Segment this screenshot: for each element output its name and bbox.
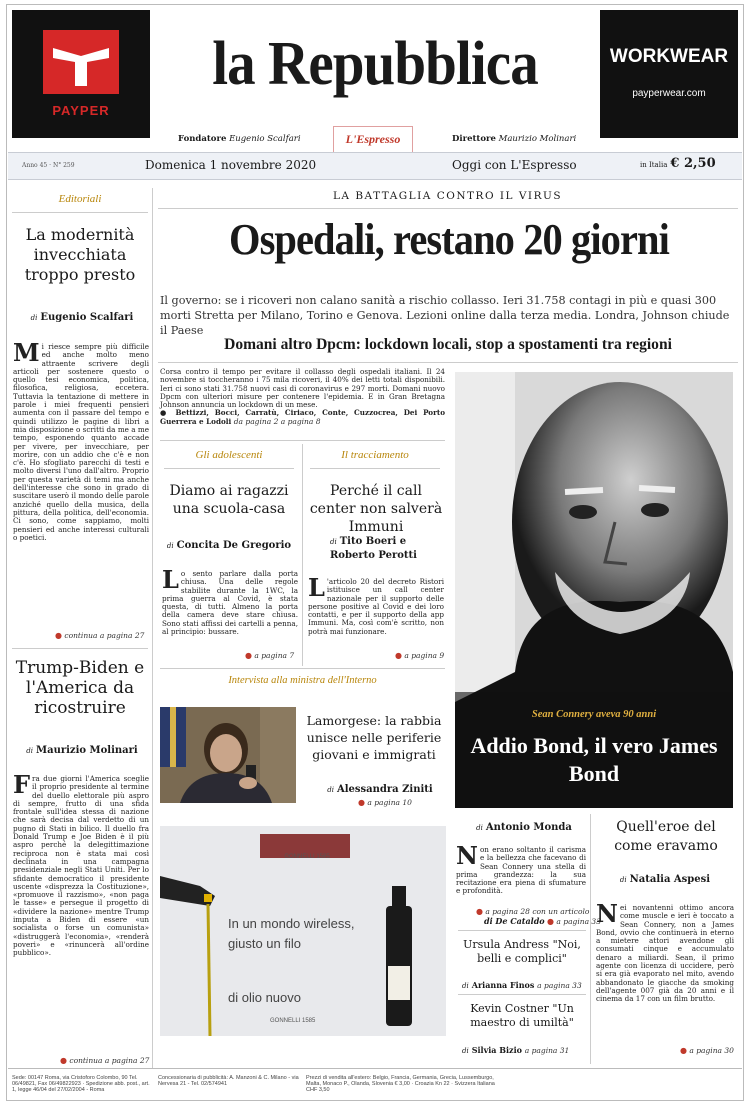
column-divider: [590, 814, 591, 1064]
col1-author: Concita De Gregorio: [176, 540, 292, 551]
dropcap: M: [13, 343, 40, 367]
ad-line-2: giusto un filo: [228, 936, 301, 951]
monda-body: [456, 846, 586, 904]
continue-text: a pagina 9: [404, 651, 445, 660]
continue-text: a pagina 33: [556, 917, 601, 926]
by-label: di: [462, 1047, 469, 1055]
editorial-1-body: [13, 343, 149, 625]
rule: [12, 212, 148, 213]
dropcap: N: [456, 846, 478, 870]
by-label: di: [26, 747, 34, 755]
newspaper-title: la Repubblica: [212, 30, 538, 98]
editorial-1-continue[interactable]: ● continua a pagina 27: [55, 630, 145, 640]
main-article-body: Corsa contro il tempo per evitare il collasso degli ospedali italiani. Il 24 novembre si toccheranno i 75 mila ricoveri, il 40% dei letti totali disponibili. Ieri ci sono stati 31.758 nuovi casi di coronavirus e 297 morti. Domani nuovo Dpcm con ulteriori misure per contenere l'epidemia. E in Gran Bretagna Johnson annuncia un lockdown di un mese.: [160, 367, 445, 410]
col2-byline: [330, 535, 420, 563]
col1-title[interactable]: Diamo ai ragazzi una scuola-casa: [169, 483, 289, 517]
issue-number: Anno 45 · N° 259: [22, 162, 75, 169]
authors: Bettizzi, Bocci, Carratù, Ciriaco, Conte, Cuzzocrea, Dei Porto Guerrera e Lodoli: [160, 408, 445, 426]
decataldo-credit: di De Cataldo: [484, 916, 545, 926]
page-footer: [8, 1068, 742, 1100]
aspesi-continue[interactable]: ● a pagina 30: [680, 1045, 734, 1055]
footer-col-2: Concessionaria di pubblicità: A. Manzoni & C. Milano - via Nervesa 21 - Tel. 02/574941: [158, 1075, 299, 1087]
rule: [160, 440, 445, 441]
lamorgese-photo-image: [160, 707, 296, 803]
aspesi-author: Natalia Aspesi: [629, 874, 711, 885]
olive-oil-ad[interactable]: [160, 826, 446, 1036]
price: [640, 156, 716, 171]
andress-byline: [462, 980, 586, 990]
interview-continue[interactable]: ● a pagina 10: [358, 797, 412, 807]
rule: [164, 468, 294, 469]
monda-author: Antonio Monda: [485, 822, 572, 833]
editorial-1-byline: [22, 312, 142, 323]
rule: [310, 468, 440, 469]
continue-text: a pagina 28 con un articolo: [485, 907, 590, 916]
dateline-bar: [8, 152, 742, 180]
by-label: di: [619, 876, 627, 884]
interview-byline: [320, 784, 440, 795]
by-label: di: [476, 824, 483, 832]
photo-kicker: Sean Connery aveva 90 anni: [531, 709, 657, 720]
andress-title[interactable]: Ursula Andress "Noi, belli e complici": [463, 938, 581, 965]
workwear-title: WORKWEAR: [609, 46, 729, 67]
monda-byline: [462, 822, 586, 833]
main-headline[interactable]: Ospedali, restano 20 giorni: [229, 215, 669, 264]
headline-kicker: LA BATTAGLIA CONTRO IL VIRUS: [332, 190, 563, 202]
interview-title[interactable]: Lamorgese: la rabbia unisce nelle periferie giovani e immigrati: [306, 713, 442, 762]
col2-body: [308, 578, 444, 648]
dropcap: L: [308, 578, 325, 602]
main-article-continue[interactable]: da pagina 2 a pagina 8: [233, 416, 321, 426]
decataldo-continue[interactable]: di De Cataldo ● a pagina 33: [484, 916, 601, 926]
photo-title[interactable]: Addio Bond, il vero James Bond: [470, 733, 718, 786]
editorial-2-author: Maurizio Molinari: [36, 745, 138, 756]
editorial-2-continue[interactable]: ● continua a pagina 27: [60, 1055, 150, 1065]
main-summary: Il governo: se i ricoveri non calano sanità a rischio collasso. Ieri 31.758 contagi in più e quasi 300 morti Stretta per Milano, Torino e Genova. Lezioni online dalla terza media. Londra, Johnson chiude il Paese: [160, 294, 730, 337]
workwear-ad[interactable]: [600, 10, 738, 138]
payper-brand: PAYPER: [52, 103, 110, 118]
by-label: di: [30, 314, 38, 322]
col1-body: [162, 570, 298, 648]
costner-author: Silvia Bizio: [471, 1045, 522, 1055]
director-credit: [452, 134, 576, 144]
dropcap: F: [13, 775, 31, 799]
left-column-divider: [152, 188, 153, 1068]
editorial-1-author: Eugenio Scalfari: [40, 312, 134, 323]
aspesi-title[interactable]: Quell'eroe del come eravamo: [614, 819, 718, 854]
workwear-url: payperwear.com: [632, 88, 706, 99]
col2-title[interactable]: Perché il call center non salverà Immuni: [309, 483, 443, 535]
col2-continue[interactable]: ● a pagina 9: [395, 650, 445, 660]
col1-byline: [164, 540, 294, 551]
founder-label: Fondatore: [178, 134, 227, 144]
lamorgese-photo[interactable]: [160, 707, 296, 803]
price-label: in Italia: [640, 161, 668, 169]
director-name: Maurizio Molinari: [498, 134, 577, 144]
main-article-authors: ● Bettizzi, Bocci, Carratù, Ciriaco, Conte, Cuzzocrea, Dei Porto Guerrera e Lodoli da pagina 2 a pagina 8: [160, 408, 445, 426]
ad-line-3: di olio nuovo: [228, 990, 301, 1005]
col1-continue[interactable]: ● a pagina 7: [245, 650, 295, 660]
founder-name: Eugenio Scalfari: [229, 134, 301, 144]
editorial-1-text: i riesce sempre più difficile ed anche molto meno attraente scrivere degli articoli per sostenere questo o quello tesi economica, politica, filosofica, religiosa, eccetera. Tuttavia la tentazione di mettere in parole i miei frequenti pensieri aumenta con il passare del tempo e quindi utilizzo le pagine di libri a mia disposizione o scritti da me a me tempo, esponendo quanto accade per vivere, per invecchiare, per morire, con un addio che c'è e non c'è. Ho sfogliato parecchi di testi e molto diversi l'uno dall'altro. Proprio per questa varietà di temi ma anche dell'interesse che sono in grado di suscitare userò il mondo delle parole anziché quello della musica, della pittura, della politica, dell'economia. Ci sono, come sappiamo, molti pensieri ed anche interessi culturali o poetici.: [13, 343, 149, 542]
payper-ad[interactable]: [12, 10, 150, 138]
column-divider: [302, 444, 303, 666]
col2-author: Tito Boeri e Roberto Perotti: [330, 536, 417, 561]
ad-brand: GONNELLI 1585: [284, 854, 330, 860]
rule: [12, 648, 148, 649]
price-value: € 2,50: [670, 156, 716, 171]
aspesi-body: [596, 904, 734, 1042]
monda-continue[interactable]: ● a pagina 28 con un articolo: [476, 906, 590, 916]
by-label: di: [166, 542, 174, 550]
costner-byline: [462, 1045, 586, 1055]
by-label: di: [462, 982, 469, 990]
by-label: di: [330, 538, 337, 546]
editorial-1-title[interactable]: La modernità invecchiata troppo presto: [24, 225, 136, 284]
andress-continue[interactable]: a pagina 33: [537, 981, 582, 990]
aspesi-byline: [600, 874, 730, 885]
andress-author: Arianna Finos: [471, 980, 535, 990]
ad-footer: GONNELLI 1585: [270, 1018, 316, 1024]
footer-col-3: Prezzi di vendita all'estero: Belgio, Francia, Germania, Grecia, Lussemburgo, Malta, Monaco P., Olanda, Slovenia € 3,00 · Croazia Kn 22 · Svizzera Italiana CHF 3,50: [306, 1075, 495, 1093]
rule: [158, 362, 738, 363]
interview-label: Intervista alla ministra dell'Interno: [228, 675, 377, 686]
costner-title[interactable]: Kevin Costner "Un maestro di umiltà": [470, 1002, 574, 1029]
rule: [158, 208, 738, 209]
editorial-2-byline: [22, 745, 142, 756]
col2-label: Il tracciamento: [341, 449, 409, 461]
continue-text: continua a pagina 27: [69, 1056, 150, 1065]
col2-text: 'articolo 20 del decreto Ristori istituisce un call center nazionale per il supporto delle persone positive al Covid e dei loro contatti, e per il supporto della app Immuni. Ma, così com'è scritto, non potrà mai funzionare.: [308, 578, 444, 636]
by-label: di: [327, 786, 334, 794]
rule: [458, 994, 586, 995]
continue-text: a pagina 30: [689, 1046, 734, 1055]
issue-date: Domenica 1 novembre 2020: [145, 158, 317, 172]
continue-text: a pagina 7: [254, 651, 295, 660]
dropcap: N: [596, 904, 618, 928]
main-subhead[interactable]: Domani altro Dpcm: lockdown locali, stop a spostamenti tra regioni: [224, 336, 672, 353]
col1-label: Gli adolescenti: [195, 449, 263, 461]
aspesi-text: ei novantenni ottimo ancora come muscle e ieri è toccato a Sean Connery, non a James Bond, ovvio che continuerà in eterno a mietere attori avendone gli consumati cinque e accumulato denaro a miliardi. Sean, il primo agente con licenza di uccidere, però si era già evaporato nel mito, avendo abbandonato le giacche da smoking dell'agente 007 già da 20 anni e il cinema da 17 con un film brutto.: [596, 904, 734, 1004]
footer-col-1: Sede: 00147 Roma, via Cristoforo Colombo, 90 Tel. 06/49821, Fax 06/49822923 · Spedizione abb. post., art. 1, legge 46/04 del 27/02/2004 - Roma: [12, 1075, 150, 1093]
founder-credit: [178, 134, 301, 144]
continue-text: a pagina 10: [367, 798, 412, 807]
director-label: Direttore: [452, 134, 496, 144]
espresso-supplement-badge[interactable]: L'Espresso: [333, 126, 413, 178]
today-with: Oggi con L'Espresso: [452, 158, 577, 172]
editorial-2-title[interactable]: Trump-Biden e l'America da ricostruire: [15, 658, 145, 718]
rule: [160, 668, 445, 669]
editoriali-label: Editoriali: [58, 193, 102, 205]
col1-text: o sento parlare dalla porta chiusa. Una delle regole stabilite durante la 1WC, la prima guerra al Covid, è stata questa, di tutti. Almeno la porta della camera deve stare chiusa. Sono stati affissi dei cartelli a penna, al principio: bussare.: [162, 570, 298, 637]
payper-logo-icon: [43, 30, 119, 94]
costner-continue[interactable]: a pagina 31: [524, 1046, 570, 1055]
editorial-2-body: [13, 775, 149, 1053]
rule: [458, 930, 586, 931]
ad-line-1: In un mondo wireless,: [228, 916, 355, 931]
continue-text: continua a pagina 27: [64, 631, 145, 640]
editorial-2-text: ra due giorni l'America sceglie il proprio presidente al termine del duello elettorale più aspro di sempre, frutto di una sfida frontale sull'idea stessa di nazione che sarà decisa dal verdetto di un pugno di Stati in bilico. Il duello fra Donald Trump e Joe Biden è il più aspro perché la delegittimazione reciproca non è stata mai così declinata in una campagna presidenziale negli Stati Uniti. Per lo sfidante democratico il presidente uscente «disprezza la Costituzione», «promuove il razzismo», «non paga le tasse» e persegue il progetto di «dividere la nazione» mentre Trump imputa a Biden di essere «un socialista o forse un comunista» «distruggerà l'economia», «renderà poveri» e «rinuncerà all'ordine pubblico».: [13, 775, 149, 958]
sean-connery-photo[interactable]: [455, 372, 733, 808]
monda-text: on erano soltanto il carisma e la bellezza che facevano di Sean Connery una stella di prima grandezza: la sua recitazione era piena di sfumature e profondità.: [456, 846, 586, 896]
dropcap: L: [162, 570, 179, 594]
interview-author: Alessandra Ziniti: [336, 784, 433, 795]
main-article: [160, 368, 445, 426]
ad-text: [228, 914, 354, 954]
